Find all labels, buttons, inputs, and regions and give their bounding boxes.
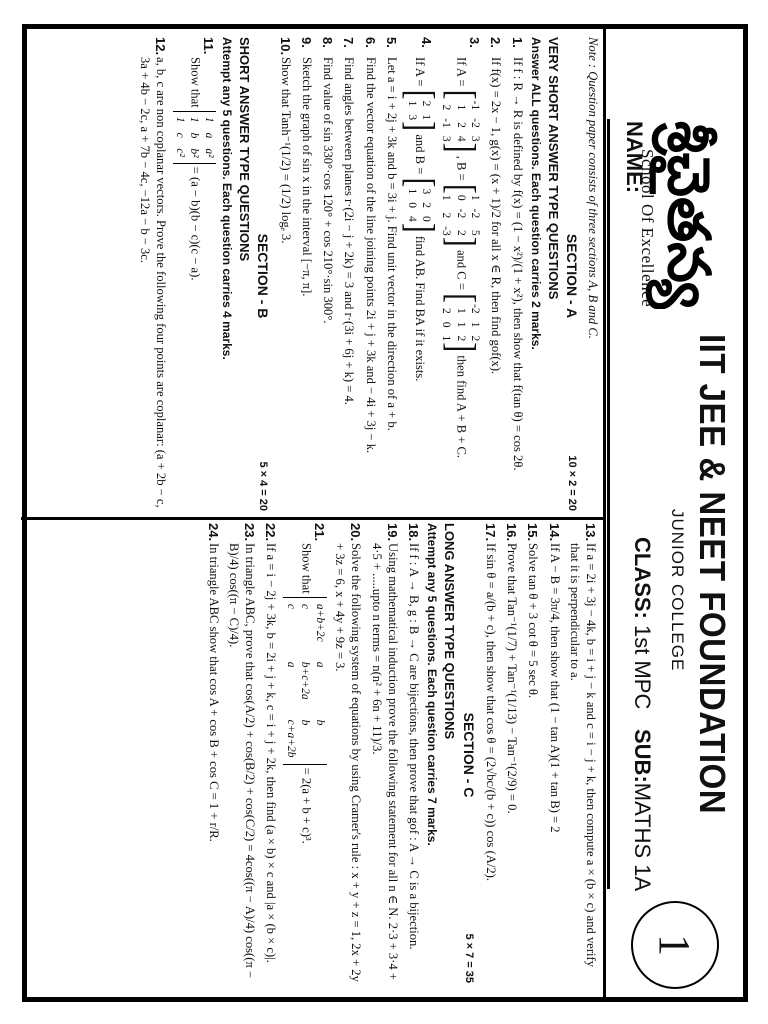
matrix-cell: 2	[469, 335, 482, 342]
matrix-cell: a	[202, 132, 215, 139]
question-text: Solve tan θ + 3 cot θ = 5 sec θ.	[526, 543, 541, 699]
matrix-cell: b	[313, 719, 326, 726]
matrix-cell: 1	[454, 104, 467, 111]
matrix-cell: 1	[188, 116, 201, 123]
question-text: Show that Tanh⁻¹(1/2) = (1/2) logₑ 3.	[278, 57, 293, 244]
question-17	[482, 523, 498, 987]
matrix-cell: -3	[440, 226, 453, 236]
class-value: 1st MPC	[630, 625, 655, 710]
question-number: 8.	[320, 37, 336, 48]
section-c-label: SECTION - C	[460, 712, 477, 798]
matrix-cell: 2	[420, 202, 433, 208]
matrix-cell: b²	[188, 148, 201, 158]
matrix-cell: 3	[440, 135, 453, 142]
matrix-cell: 2	[454, 122, 467, 128]
section-c-title	[459, 523, 477, 987]
question-text-part: and B =	[413, 134, 427, 175]
question-number: 6.	[362, 37, 378, 48]
matrix-cell: c+a+2b	[284, 719, 297, 758]
class-field	[629, 537, 655, 709]
matrix-cell: 3	[420, 188, 433, 195]
question-number: 19.	[384, 523, 400, 542]
question-5	[383, 37, 399, 515]
page-number-badge: 1	[631, 901, 719, 989]
matrix-cell: 1	[454, 321, 467, 328]
class-label: CLASS:	[630, 537, 655, 619]
section-c-instruction: Attempt any 5 questions. Each question carries 7 marks.	[424, 523, 439, 846]
matrix-a: [ 2 1 1 3 ]	[398, 89, 441, 132]
determinant	[173, 111, 216, 164]
question-8	[319, 37, 335, 515]
matrix-b: [ 1 -2 5 0 -2 2 1 2 -3 ]	[439, 183, 483, 247]
matrix-cell: 1	[469, 321, 482, 328]
question-19	[368, 523, 399, 987]
subject-label: SUB:	[630, 729, 655, 783]
matrix-cell: b	[299, 719, 312, 726]
question-text: If A − B = 3π/4, then show that (1 − tan A)(1 + tan B) = 2	[547, 543, 562, 833]
question-10	[276, 37, 292, 515]
note: Note : Question paper consists of three sections A, B and C.	[586, 37, 600, 339]
question-text: Find angles between planes r·(2i − j + 2k) = 3 and r·(3i + 6j + k) = 4.	[342, 57, 357, 405]
section-a-label: SECTION - A	[564, 233, 581, 319]
question-text-part: = (a − b)(b − c)(c − a).	[188, 166, 203, 281]
matrix-a: [ -1 -2 3 1 2 4 2 -1 3 ]	[439, 89, 483, 153]
question-4	[398, 37, 441, 515]
logo-subtitle: School Of Excellence	[638, 149, 657, 308]
question-number: 23.	[242, 523, 258, 542]
question-2	[487, 37, 503, 515]
question-22	[262, 523, 278, 987]
question-text: Find value of sin 330°·cos 120° + cos 210°·sin 300°.	[321, 57, 336, 324]
matrix-cell: 1	[420, 114, 433, 121]
question-text-part: , B =	[454, 155, 469, 181]
question-number: 7.	[341, 37, 357, 48]
matrix-b: [ 3 2 0 1 0 4 ]	[398, 177, 441, 233]
question-number: 17.	[482, 523, 498, 542]
matrix-cell: 1	[440, 335, 453, 342]
question-text-part: find AB. Find BA if it exists.	[413, 235, 427, 382]
section-b-marks: 5 × 4 = 20	[257, 461, 270, 511]
section-divider	[603, 29, 606, 997]
question-paper	[21, 29, 737, 997]
matrix-cell: a	[313, 661, 326, 668]
question-number: 11.	[200, 37, 216, 55]
question-text	[173, 57, 216, 515]
question-text-part: = 2(a + b + c)³.	[299, 767, 314, 844]
matrix-cell: 2	[454, 230, 467, 236]
matrix-cell: 3	[469, 135, 482, 142]
question-text: a, b, c are non coplanar vectors. Prove the following four points are coplanar: (a + 2b − c, 3a + 4b − 2c, a + 7b − 4c, −12a − b − 3c.	[137, 57, 168, 508]
section-a-heading: VERY SHORT ANSWER TYPE QUESTIONS	[545, 37, 561, 300]
question-text: If sin θ = a/(b + c), then show that cos θ = (2√bc/(b + c)) cos (A/2).	[483, 543, 498, 882]
matrix-cell: 2	[454, 335, 467, 342]
matrix-cell: -2	[469, 208, 482, 219]
question-24	[205, 523, 221, 987]
matrix-cell: 1	[405, 188, 418, 195]
question-number: 2.	[488, 37, 504, 48]
question-text: Prove that Tan⁻¹(1/7) + Tan⁻¹(1/13) − Tan⁻¹(2/9) = 0.	[505, 543, 520, 814]
question-number: 15.	[525, 523, 541, 542]
question-16	[503, 523, 519, 987]
matrix-cell: -2	[469, 118, 482, 128]
matrix-cell: 0	[420, 215, 433, 222]
question-text-part: then find A + B + C.	[454, 355, 469, 459]
question-13	[567, 523, 598, 987]
question-text-part: If A =	[413, 57, 427, 87]
question-text	[283, 543, 326, 987]
brand-subtitle: JUNIOR COLLEGE	[668, 509, 687, 672]
matrix-c: [ -2 1 2 1 1 2 2 0 1 ]	[439, 293, 483, 353]
matrix-cell: 4	[405, 215, 418, 222]
question-text: Find the vector equation of the line joining points 2i + j + 3k and − 4i + 3j − k.	[363, 57, 378, 454]
question-text: If f(x) = 2x − 1, g(x) = (x + 1)/2 for all x ∈ R, then find gof(x).	[489, 57, 504, 375]
question-text: If a = 2i + 3j − 4k, b = i + j − k and c = i − j + k, then compute a × (b × c) and verify that it is perpendicular to a.	[568, 543, 598, 968]
question-text: Using mathematical induction prove the following statement for all n ∈ N. 2·3 + 3·4 + 4·5 + .....upto n terms = n(n² + 6n + 11)/3.	[369, 543, 400, 980]
question-text: In triangle ABC show that cos A + cos B + cos C = 1 + r/R.	[206, 543, 221, 842]
matrix-cell: 3	[405, 114, 418, 121]
matrix-cell: 1	[469, 194, 482, 201]
header-divider	[607, 119, 610, 889]
question-number: 10.	[277, 37, 293, 56]
matrix-cell: -2	[469, 304, 482, 314]
question-text: Sketch the graph of sin x in the interval [−π, π].	[299, 57, 314, 297]
column-divider	[21, 517, 603, 520]
matrix-cell: c	[284, 603, 297, 609]
question-text: Let a = i + 2j + 3k and b = 3i + j. Find unit vector in the direction of a + b.	[384, 57, 399, 431]
question-text: If f : A → B, g : B → C are bijections, then prove that gof : A → C is a bijection.	[406, 543, 421, 950]
question-number: 24.	[205, 523, 221, 542]
question-text-part: Show that	[299, 543, 314, 594]
matrix-cell: 1	[405, 100, 418, 107]
question-number: 18.	[405, 523, 421, 542]
question-18	[405, 523, 421, 987]
subject-value: MATHS 1A	[630, 782, 655, 892]
matrix-cell: c²	[173, 148, 186, 157]
matrix-cell: 1	[202, 116, 215, 123]
question-text	[439, 57, 482, 515]
matrix-cell: 2	[440, 104, 453, 111]
matrix-cell: 2	[420, 100, 433, 107]
question-text: In triangle ABC, prove that cos(A/2) + cos(B/2) + cos(C/2) = 4cos((π − A)/4) cos((π − B)/4) cos((π − C)/4).	[227, 543, 258, 979]
header	[587, 29, 737, 997]
subject-field	[629, 729, 655, 891]
right-column	[200, 523, 601, 987]
question-text	[398, 57, 441, 515]
section-c-heading: LONG ANSWER TYPE QUESTIONS	[442, 523, 458, 740]
question-23	[226, 523, 257, 987]
matrix-cell: 1	[440, 194, 453, 201]
question-text-part: If A =	[454, 57, 469, 87]
section-b-title	[254, 37, 272, 515]
question-15	[524, 523, 540, 987]
matrix-cell: -1	[469, 100, 482, 111]
question-6	[361, 37, 377, 515]
question-number: 3.	[467, 37, 483, 48]
matrix-cell: 2	[440, 307, 453, 314]
question-14	[545, 523, 561, 987]
matrix-cell: 1	[173, 116, 186, 123]
question-number: 16.	[504, 523, 520, 542]
question-text: If a = i − 2j + 3k, b = 2i + j + k, c = i + j + 2k, then find (a × b) × c and |a × (b × c)|.	[264, 543, 279, 963]
matrix-cell: -1	[440, 118, 453, 128]
matrix-cell: 1	[454, 307, 467, 314]
section-a-marks: 10 × 2 = 20	[566, 455, 579, 511]
section-b-label: SECTION - B	[255, 233, 272, 319]
section-c-marks: 5 × 7 = 35	[462, 933, 475, 983]
matrix-cell: 2	[440, 212, 453, 219]
matrix-cell: a+b+2c	[313, 603, 326, 642]
section-b-heading: SHORT ANSWER TYPE QUESTIONS	[236, 37, 252, 262]
question-20	[332, 523, 363, 987]
question-number: 21.	[311, 523, 327, 542]
question-number: 1.	[509, 37, 525, 48]
brand-title: IIT JEE & NEET FOUNDATION	[692, 334, 733, 815]
question-number: 9.	[298, 37, 314, 48]
question-3	[439, 37, 482, 515]
question-text: Solve the following system of equations by using Cramer's rule : x + y + z = 1, 2x + 2y + 3z = 6, x + 4y + 9z = 3.	[333, 543, 364, 982]
name-label: NAME:	[622, 121, 647, 194]
left-column	[131, 37, 600, 515]
section-b-instruction: Attempt any 5 questions. Each question carries 4 marks.	[219, 37, 234, 360]
question-number: 20.	[348, 523, 364, 542]
matrix-cell: c	[299, 603, 312, 609]
matrix-cell: 0	[405, 202, 418, 208]
matrix-cell: 0	[454, 194, 467, 201]
question-text-part: Show that	[188, 57, 203, 108]
question-text: If f : R → R is defined by f(x) = (1 − x²)/(1 + x²), then show that f(tan θ) = cos 2θ.	[510, 57, 525, 471]
matrix-cell: a	[284, 661, 297, 668]
question-number: 5.	[383, 37, 399, 48]
logo-text: శ్రీచైతన్య	[655, 121, 723, 309]
question-9	[298, 37, 314, 515]
matrix-cell: 4	[454, 135, 467, 142]
matrix-cell: a²	[202, 148, 215, 158]
question-1	[508, 37, 524, 515]
question-7	[340, 37, 356, 515]
question-number: 13.	[583, 523, 598, 542]
matrix-cell: -2	[454, 208, 467, 219]
section-a-title	[563, 37, 581, 515]
question-12	[136, 37, 167, 515]
question-text-part: and C =	[454, 249, 469, 290]
question-number: 14.	[546, 523, 562, 542]
question-21	[283, 523, 326, 987]
section-a-instruction: Answer ALL questions. Each question carries 2 marks.	[528, 37, 543, 350]
matrix-cell: b	[188, 132, 201, 139]
question-number: 4.	[418, 37, 434, 48]
question-number: 12.	[152, 37, 168, 56]
matrix-cell: 5	[469, 230, 482, 236]
matrix-cell: c	[173, 132, 186, 138]
determinant	[283, 597, 326, 765]
question-11	[173, 37, 216, 515]
question-number: 22.	[263, 523, 279, 542]
matrix-cell: 0	[440, 321, 453, 328]
matrix-cell: b+c+2a	[299, 661, 312, 700]
